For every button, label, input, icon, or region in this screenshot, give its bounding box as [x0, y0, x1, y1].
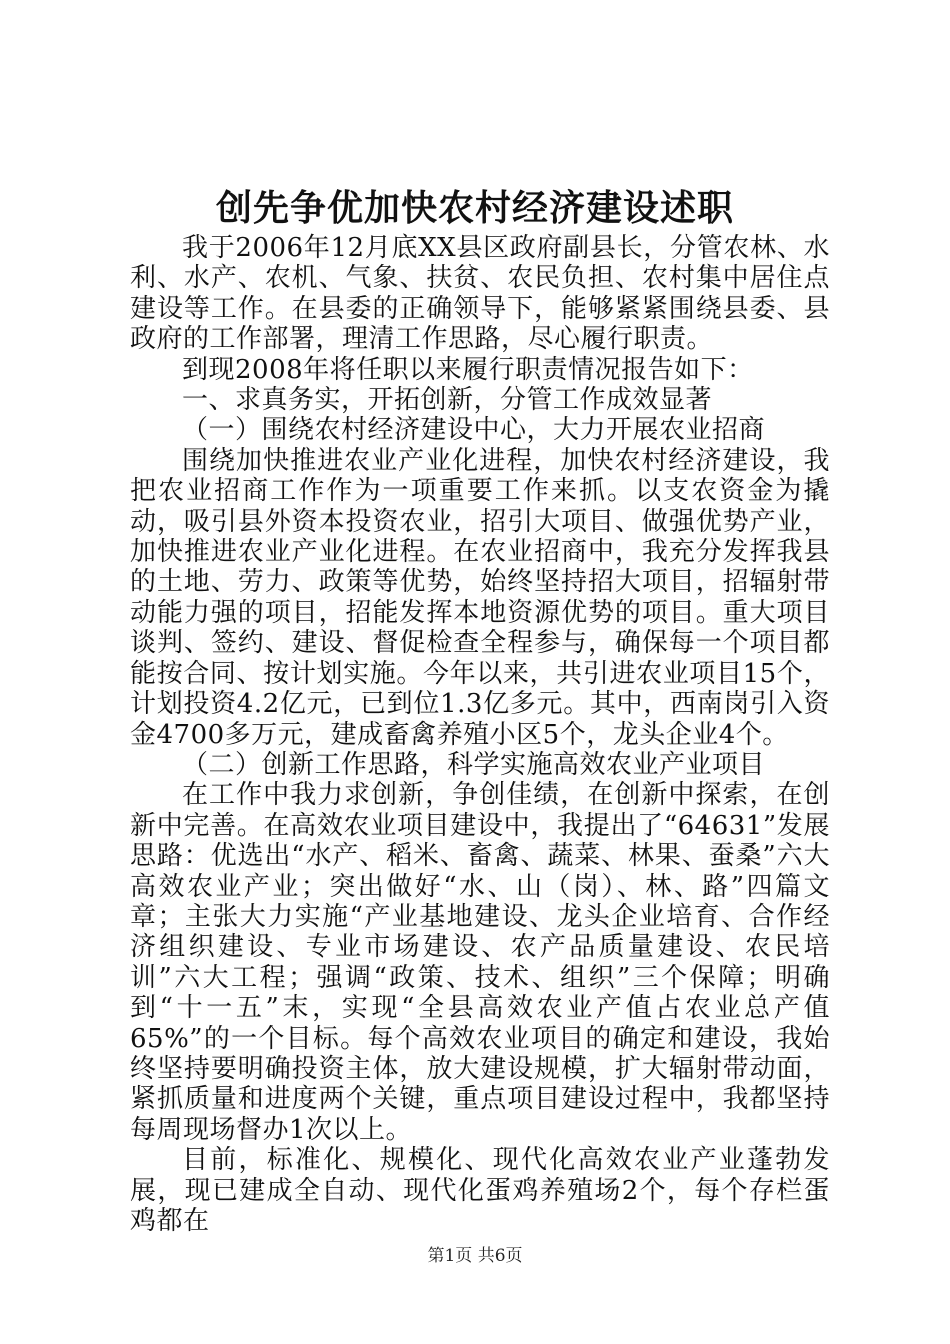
body-paragraph: 在工作中我力求创新，争创佳绩，在创新中探索，在创新中完善。在高效农业项目建设中，我提出了“64631”发展思路：优选出“水产、稻米、畜禽、蔬菜、林果、蚕桑”六大高效农业产业；突出做好“水、山（岗）、林、路”四篇文章；主张大力实施“产业基地建设、龙头企业培育、合作经济组织建设、专业市场建设、农产品质量建设、农民培训”六大工程；强调“政策、技术、组织”三个保障；明确到“十一五”末，实现“全县高效农业产值占农业总产值65%”的一个目标。每个高效农业项目的确定和建设，我始终坚持要明确投资主体，放大建设规模，扩大辐射带动面，紧抓质量和进度两个关键，重点项目建设过程中，我都坚持每周现场督办1次以上。 [130, 780, 830, 1145]
document-body [130, 233, 830, 1236]
page-number-footer: 第1页 共6页 [427, 1246, 523, 1266]
subsection-heading: （一）围绕农村经济建设中心，大力开展农业招商 [182, 415, 766, 446]
body-paragraph: 目前，标准化、规模化、现代化高效农业产业蓬勃发展，现已建成全自动、现代化蛋鸡养殖场2个，每个存栏蛋鸡都在 [130, 1145, 830, 1236]
body-paragraph: 我于2006年12月底XX县区政府副县长，分管农林、水利、水产、农机、气象、扶贫、农民负担、农村集中居住点建设等工作。在县委的正确领导下，能够紧紧围绕县委、县政府的工作部署，理清工作思路，尽心履行职责。 [130, 233, 830, 355]
section-heading: 一、求真务实，开拓创新，分管工作成效显著 [182, 385, 713, 416]
document-title: 创先争优加快农村经济建设述职 [215, 187, 734, 229]
subsection-heading: （二）创新工作思路，科学实施高效农业产业项目 [182, 749, 766, 780]
body-paragraph: 到现2008年将任职以来履行职责情况报告如下： [182, 354, 754, 385]
body-paragraph: 围绕加快推进农业产业化进程，加快农村经济建设，我把农业招商工作作为一项重要工作来抓。以支农资金为撬动，吸引县外资本投资农业，招引大项目、做强优势产业，加快推进农业产业化进程。在农业招商中，我充分发挥我县的土地、劳力、政策等优势，始终坚持招大项目，招辐射带动能力强的项目，招能发挥本地资源优势的项目。重大项目谈判、签约、建设、督促检查全程参与，确保每一个项目都能按合同、按计划实施。今年以来，共引进农业项目15个，计划投资4.2亿元，已到位1.3亿多元。其中，西南岗引入资金4700多万元，建成畜禽养殖小区5个，龙头企业4个。 [130, 445, 830, 750]
